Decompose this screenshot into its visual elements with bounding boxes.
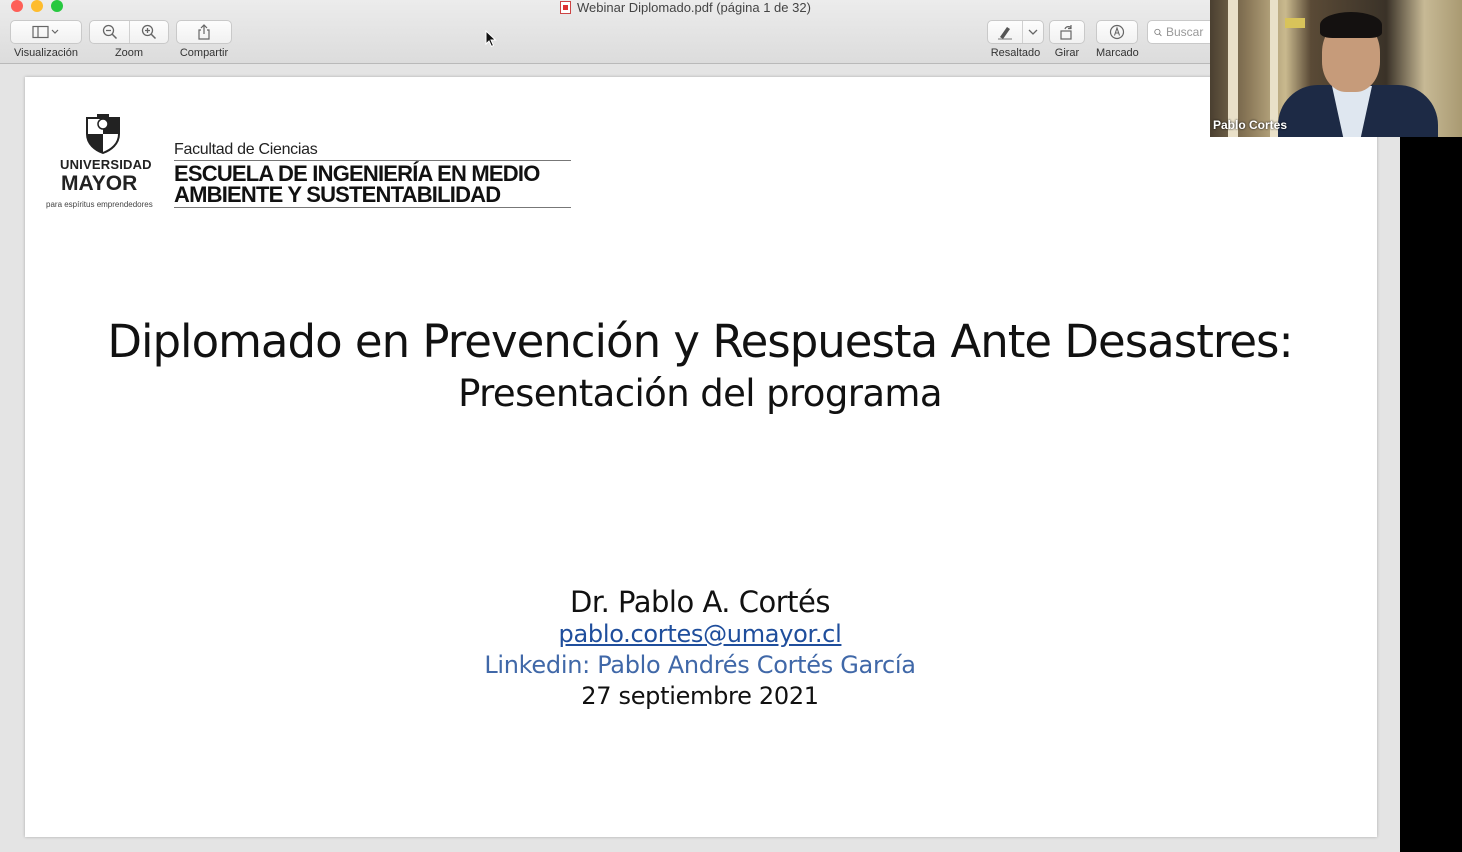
sidebar-icon <box>32 25 60 39</box>
highlight-button[interactable] <box>988 21 1022 43</box>
window-title-area <box>560 0 811 15</box>
titlebar <box>0 0 1400 64</box>
video-background <box>1228 0 1238 137</box>
presentation-date: 27 septiembre 2021 <box>581 682 819 710</box>
divider <box>174 207 571 208</box>
share-button[interactable] <box>176 20 232 44</box>
school-name-line2: AMBIENTE Y SUSTENTABILIDAD <box>174 182 501 207</box>
linkedin-line: Linkedin: Pablo Andrés Cortés García <box>484 651 916 679</box>
school-name-line1: ESCUELA DE INGENIERÍA EN MEDIO <box>174 161 540 186</box>
slide-title: Diplomado en Prevención y Respuesta Ante Desastres: <box>107 315 1293 368</box>
highlight-group <box>987 20 1044 59</box>
university-name-line1: UNIVERSIDAD <box>60 157 152 172</box>
university-tagline: para espíritus emprendedores <box>46 200 153 209</box>
mouse-pointer-icon <box>485 30 497 48</box>
share-icon <box>197 24 211 40</box>
close-window-button[interactable] <box>11 0 23 12</box>
chevron-down-icon <box>1028 28 1038 36</box>
email-link[interactable]: pablo.cortes@umayor.cl <box>558 620 842 648</box>
search-icon <box>1154 26 1162 39</box>
zoom-out-icon <box>102 24 118 40</box>
participant-figure <box>1320 12 1382 38</box>
highlight-label: Resaltado <box>990 47 1041 59</box>
share-group <box>176 20 232 59</box>
slide-subtitle: Presentación del programa <box>458 372 942 415</box>
view-label: Visualización <box>13 47 78 59</box>
view-button[interactable] <box>10 20 82 44</box>
rotate-icon <box>1059 24 1075 40</box>
faculty-name: Facultad de Ciencias <box>174 141 318 158</box>
markup-button[interactable] <box>1096 20 1138 44</box>
rotate-label: Girar <box>1054 47 1080 59</box>
zoom-in-icon <box>141 24 157 40</box>
zoom-out-button[interactable] <box>90 21 129 43</box>
zoom-label: Zoom <box>114 47 144 59</box>
participant-name: Pablo Cortes <box>1213 118 1288 132</box>
markup-label: Marcado <box>1096 47 1139 59</box>
view-group <box>10 20 82 59</box>
participant-video-tile[interactable] <box>1210 0 1462 137</box>
markup-icon <box>1109 24 1125 40</box>
minimize-window-button[interactable] <box>31 0 43 12</box>
university-shield-icon <box>85 114 121 154</box>
window-title: Webinar Diplomado.pdf (página 1 de 32) <box>577 0 811 15</box>
maximize-window-button[interactable] <box>51 0 63 12</box>
rotate-button[interactable] <box>1049 20 1085 44</box>
pdf-document-icon <box>560 1 571 14</box>
author-name: Dr. Pablo A. Cortés <box>570 585 830 619</box>
video-background <box>1285 18 1305 28</box>
share-label: Compartir <box>179 47 229 59</box>
university-logo <box>45 114 575 214</box>
video-background <box>1270 0 1278 137</box>
zoom-group <box>89 20 169 59</box>
university-name-line2: MAYOR <box>61 172 138 195</box>
highlight-options-button[interactable] <box>1023 21 1043 43</box>
highlighter-icon <box>997 24 1013 40</box>
markup-group <box>1096 20 1139 59</box>
pdf-page <box>25 77 1377 837</box>
rotate-group <box>1049 20 1085 59</box>
zoom-in-button[interactable] <box>130 21 168 43</box>
email-line <box>25 620 1375 648</box>
